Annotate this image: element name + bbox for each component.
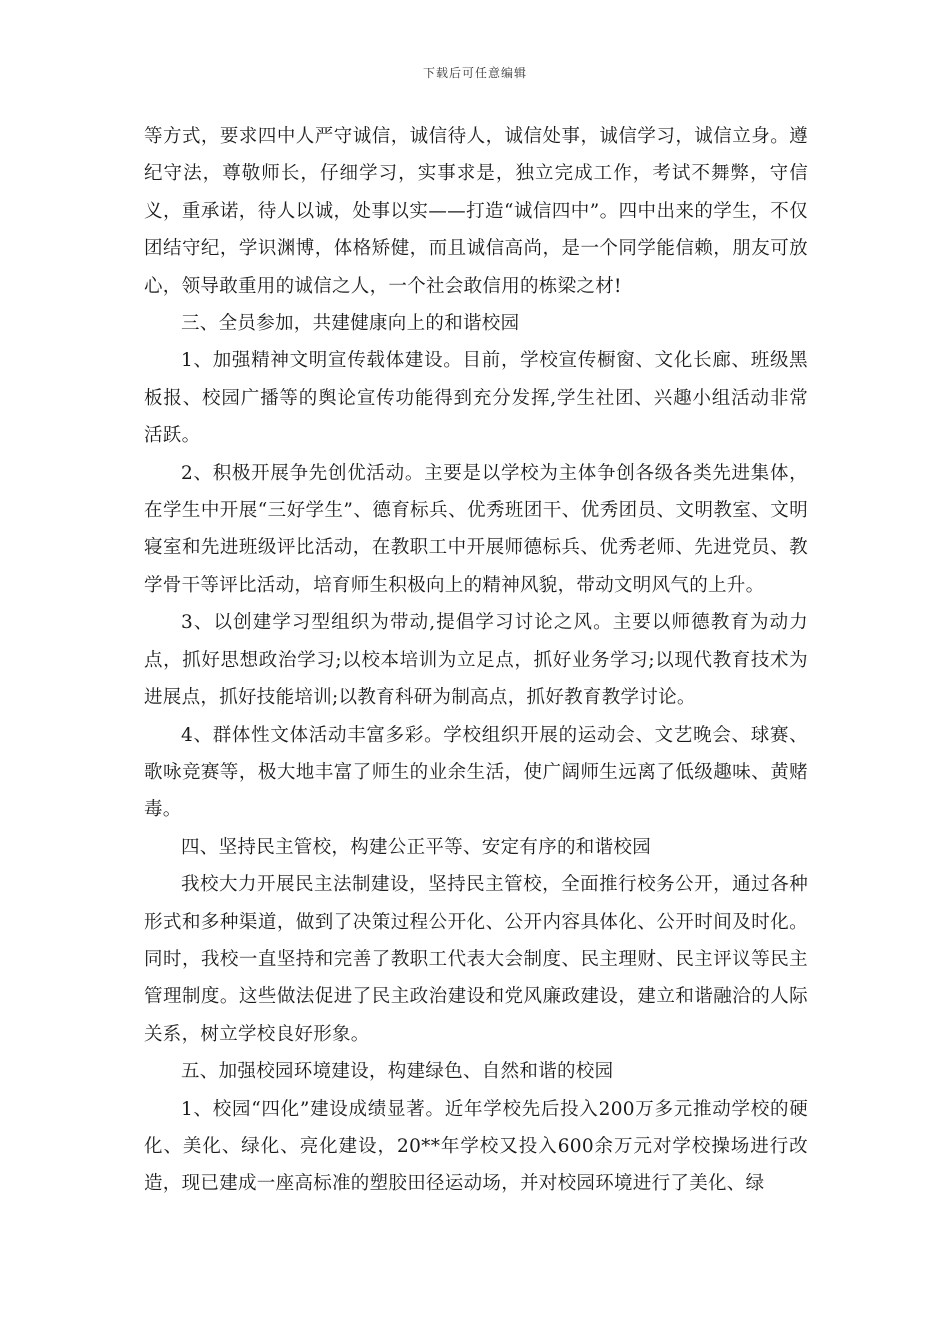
section-heading-five: 五、加强校园环境建设，构建绿色、自然和谐的校园 bbox=[181, 1061, 614, 1083]
paragraph-learning-organization: 3、以创建学习型组织为带动,提倡学习讨论之风。主要以师德教育为动力点，抓好思想政治学习;以校本培训为立足点，抓好业务学习;以现代教育技术为进展点，抓好技能培训;以教育科研为制高点，抓好教育教学讨论。 bbox=[144, 612, 808, 709]
page-header: 下载后可任意编辑 bbox=[422, 66, 527, 80]
paragraph-democratic-management: 我校大力开展民主法制建设，坚持民主管校，全面推行校务公开，通过各种形式和多种渠道，做到了决策过程公开化、公开内容具体化、公开时间及时化。同时，我校一直坚持和完善了教职工代表大会制度、民主理财、民主评议等民主管理制度。这些做法促进了民主政治建设和党风廉政建设，建立和谐融洽的人际关系，树立学校良好形象。 bbox=[144, 874, 808, 1045]
paragraph-excellence-activities: 2、积极开展争先创优活动。主要是以学校为主体争创各级各类先进集体，在学生中开展“三好学生”、德育标兵、优秀班团干、优秀团员、文明教室、文明寝室和先进班级评比活动，在教职工中开展师德标兵、优秀老师、先进党员、教学骨干等评比活动，培育师生积极向上的精神风貌，带动文明风气的上升。 bbox=[144, 462, 808, 596]
paragraph-campus-environment: 1、校园“四化”建设成绩显著。近年学校先后投入200万多元推动学校的硬化、美化、绿化、亮化建设，20**年学校又投入600余万元对学校操场进行改造，现已建成一座高标准的塑胶田径运动场，并对校园环境进行了美化、绿 bbox=[144, 1098, 808, 1195]
paragraph-spiritual-civilization: 1、加强精神文明宣传载体建设。目前，学校宣传橱窗、文化长廊、班级黑板报、校园广播等的舆论宣传功能得到充分发挥,学生社团、兴趣小组活动非常活跃。 bbox=[144, 350, 808, 447]
paragraph-cultural-sports: 4、群体性文体活动丰富多彩。学校组织开展的运动会、文艺晚会、球赛、歌咏竞赛等，极大地丰富了师生的业余生活，使广阔师生远离了低级趣味、黄赌毒。 bbox=[144, 724, 808, 821]
document-body bbox=[144, 118, 808, 1203]
paragraph-honesty-continuation: 等方式，要求四中人严守诚信，诚信待人，诚信处事，诚信学习，诚信立身。遵纪守法，尊敬师长，仔细学习，实事求是，独立完成工作，考试不舞弊，守信义，重承诺，待人以诚，处事以实——打造“诚信四中”。四中出来的学生，不仅团结守纪，学识渊博，体格矫健，而且诚信高尚，是一个同学能信赖，朋友可放心，领导敢重用的诚信之人，一个社会敢信用的栋梁之材! bbox=[144, 126, 808, 297]
section-heading-four: 四、坚持民主管校，构建公正平等、安定有序的和谐校园 bbox=[181, 836, 652, 858]
section-heading-three: 三、全员参加，共建健康向上的和谐校园 bbox=[181, 313, 520, 335]
